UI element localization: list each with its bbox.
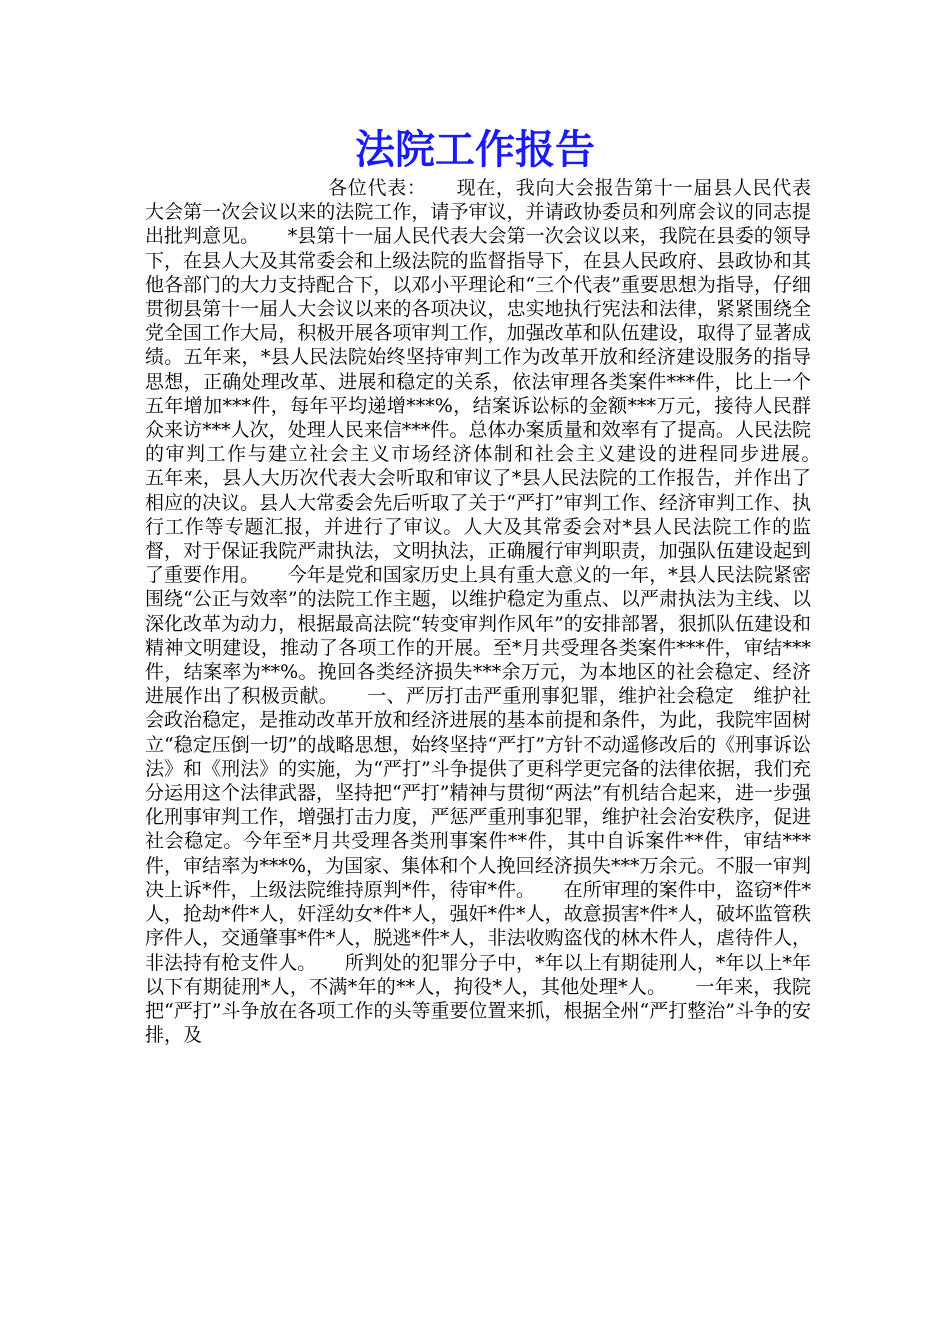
document-title: 法院工作报告 bbox=[355, 126, 595, 173]
document-body: 各位代表： 现在，我向大会报告第十一届县人民代表大会第一次会议以来的法院工作，请予审议，并请政协委员和列席会议的同志提出批判意见。 *县第十一届人民代表大会第一次会议以来，我院在县委的领导下，在县人大及其常委会和上级法院的监督指导下，在县人民政府、县政协和其他各部门的大力支持配合下，以邓小平理论和“三个代表”重要思想为指导，仔细贯彻县第十一届人大会议以来的各项决议，忠实地执行宪法和法律，紧紧围绕全党全国工作大局，积极开展各项审判工作，加强改革和队伍建设，取得了显著成绩。五年来，*县人民法院始终坚持审判工作为改革开放和经济建设服务的指导思想，正确处理改革、进展和稳定的关系，依法审理各类案件***件，比上一个五年增加***件，每年平均递增***%，结案诉讼标的金额***万元，接待人民群众来访***人次，处理人民来信***件。总体办案质量和效率有了提高。人民法院的审判工作与建立社会主义市场经济体制和社会主义建设的进程同步进展。 五年来，县人大历次代表大会听取和审议了*县人民法院的工作报告，并作出了相应的决议。县人大常委会先后听取了关于“严打”审判工作、经济审判工作、执行工作等专题汇报，并进行了审议。人大及其常委会对*县人民法院工作的监督，对于保证我院严肃执法，文明执法，正确履行审判职责，加强队伍建设起到了重要作用。 今年是党和国家历史上具有重大意义的一年，*县人民法院紧密围绕“公正与效率”的法院工作主题，以维护稳定为重点、以严肃执法为主线、以深化改革为动力，根据最高法院“转变审判作风年”的安排部署，狠抓队伍建设和精神文明建设，推动了各项工作的开展。至*月共受理各类案件***件，审结***件，结案率为**%。挽回各类经济损失***余万元，为本地区的社会稳定、经济进展作出了积极贡献。 一、严厉打击严重刑事犯罪，维护社会稳定 维护社会政治稳定，是推动改革开放和经济进展的基本前提和条件，为此，我院牢固树立“稳定压倒一切”的战略思想，始终坚持“严打”方针不动遥修改后的《刑事诉讼法》和《刑法》的实施，为“严打”斗争提供了更科学更完备的法律依据，我们充分运用这个法律武器，坚持把“严打”精神与贯彻“两法”有机结合起来，进一步强化刑事审判工作，增强打击力度，严惩严重刑事犯罪，维护社会治安秩序，促进社会稳定。今年至*月共受理各类刑事案件**件，其中自诉案件**件，审结***件，审结率为***%，为国家、集体和个人挽回经济损失***万余元。不服一审判决上诉*件，上级法院维持原判*件，待审*件。 在所审理的案件中，盗窃*件*人，抢劫*件*人，奸淫幼女*件*人，强奸*件*人，故意损害*件*人，破坏监管秩序件人，交通肇事*件*人，脱逃*件*人，非法收购盗伐的林木件人，虐待件人，非法持有枪支件人。 所判处的犯罪分子中，*年以上有期徒刑人，*年以上*年以下有期徒刑*人，不满*年的**人，拘役*人，其他处理*人。 一年来，我院把“严打”斗争放在各项工作的头等重要位置来抓，根据全州“严打整治”斗争的安排，及 bbox=[145, 177, 850, 1047]
